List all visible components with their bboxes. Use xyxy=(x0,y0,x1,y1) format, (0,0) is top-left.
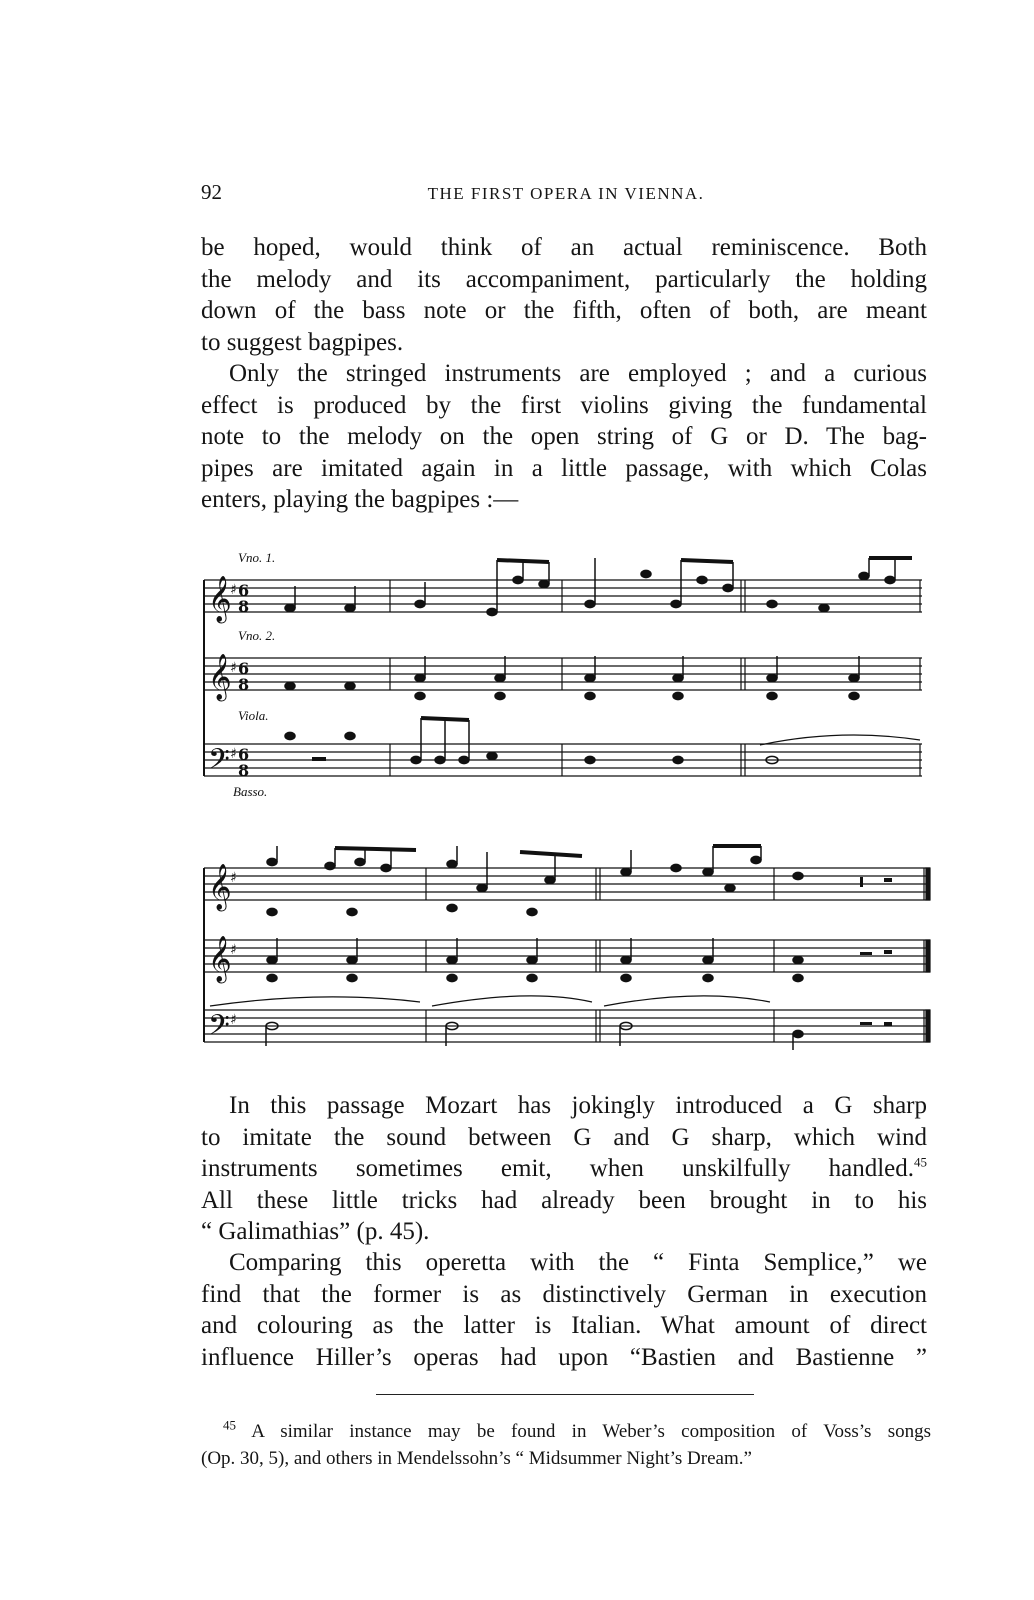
label-viola: Viola. xyxy=(238,708,269,723)
text-line: All these little tricks had already been brought in to his xyxy=(201,1186,927,1214)
text-line: find that the former is as distinctively German in execution xyxy=(201,1280,927,1308)
text-line: be hoped, would think of an actual reminiscence. Both xyxy=(201,234,927,261)
key-sharp-icon: ♯ xyxy=(230,582,237,598)
label-violin-1: Vno. 1. xyxy=(238,550,276,565)
time-signature-icon: 6 xyxy=(238,581,250,600)
music-score-system-2 xyxy=(200,832,935,1054)
paragraph-2 xyxy=(201,358,927,516)
text-line: influence Hiller’s operas had upon “Bastien and Bastienne ” xyxy=(201,1343,927,1371)
page-header xyxy=(201,176,931,216)
footnote-line xyxy=(201,1418,931,1445)
label-bass: Basso. xyxy=(233,784,268,799)
footnote-line: (Op. 30, 5), and others in Mendelssohn’s “ Midsummer Night’s Dream.” xyxy=(201,1448,752,1469)
footnote xyxy=(201,1418,931,1472)
text-line: note to the melody on the open string of G or D. The bag- xyxy=(201,423,927,450)
footnote-reference[interactable]: 45 xyxy=(914,1154,927,1170)
key-sharp-icon: ♯ xyxy=(230,660,237,676)
time-signature-icon: 6 xyxy=(238,745,250,764)
time-signature-icon: 6 xyxy=(238,659,250,678)
notes-system-1 xyxy=(285,558,920,764)
time-signature-icon: 8 xyxy=(238,675,250,694)
text-line: enters, playing the bagpipes :— xyxy=(201,486,519,513)
treble-clef-icon: 𝄞 xyxy=(208,654,232,700)
paragraph-4 xyxy=(201,1247,927,1373)
footnote-marker: 45 xyxy=(223,1417,236,1433)
treble-clef-icon: 𝄞 xyxy=(208,576,232,622)
key-sharp-icon: ♯ xyxy=(230,870,237,886)
text-line: “ Galimathias” (p. 45). xyxy=(201,1218,430,1245)
score-system-2-svg xyxy=(200,832,935,1054)
key-sharp-icon: ♯ xyxy=(230,1012,237,1028)
text-line: pipes are imitated again in a little passage, with which Colas xyxy=(201,454,927,482)
time-signature-icon: 8 xyxy=(238,761,250,780)
music-score-system-1 xyxy=(200,540,935,805)
clefs-system-1 xyxy=(208,576,249,783)
paragraph-3 xyxy=(201,1090,927,1248)
paragraph-1 xyxy=(201,232,927,358)
text-line: In this passage Mozart has jokingly introduced a G sharp xyxy=(229,1092,927,1119)
key-sharp-icon: ♯ xyxy=(230,942,237,958)
text-line xyxy=(201,1153,927,1185)
running-title: THE FIRST OPERA IN VIENNA. xyxy=(427,184,705,203)
text-line: down of the bass note or the fifth, often of both, are meant xyxy=(201,297,927,324)
text-line: and colouring as the latter is Italian. What amount of direct xyxy=(201,1312,927,1339)
treble-clef-icon: 𝄞 xyxy=(208,936,232,982)
treble-clef-icon: 𝄞 xyxy=(208,864,232,910)
time-signature-icon: 8 xyxy=(238,597,250,616)
page-number: 92 xyxy=(201,180,222,204)
bass-clef-icon: 𝄢 xyxy=(208,1009,230,1049)
text-line: to imitate the sound between G and G sharp, which wind xyxy=(201,1123,927,1151)
text-line: Comparing this operetta with the “ Finta Semplice,” we xyxy=(229,1249,927,1276)
label-violin-2: Vno. 2. xyxy=(238,628,276,643)
staff-lines-system-2 xyxy=(204,868,930,1042)
score-system-1-svg xyxy=(200,540,935,805)
text-line: the melody and its accompaniment, particularly the holding xyxy=(201,265,927,293)
text-line: to suggest bagpipes. xyxy=(201,328,404,356)
bass-clef-icon: 𝄢 xyxy=(208,743,230,783)
text-line: effect is produced by the first violins giving the fundamental xyxy=(201,391,927,419)
footnote-text: A similar instance may be found in Weber’s composition of Voss’s songs xyxy=(251,1421,932,1442)
text-line-content: instruments sometimes emit, when unskilfully handled. xyxy=(201,1155,914,1182)
staff-lines-system-1 xyxy=(204,580,922,776)
footnote-divider xyxy=(376,1394,754,1395)
key-sharp-icon: ♯ xyxy=(230,746,237,762)
text-line: Only the stringed instruments are employed ; and a curious xyxy=(229,360,927,387)
